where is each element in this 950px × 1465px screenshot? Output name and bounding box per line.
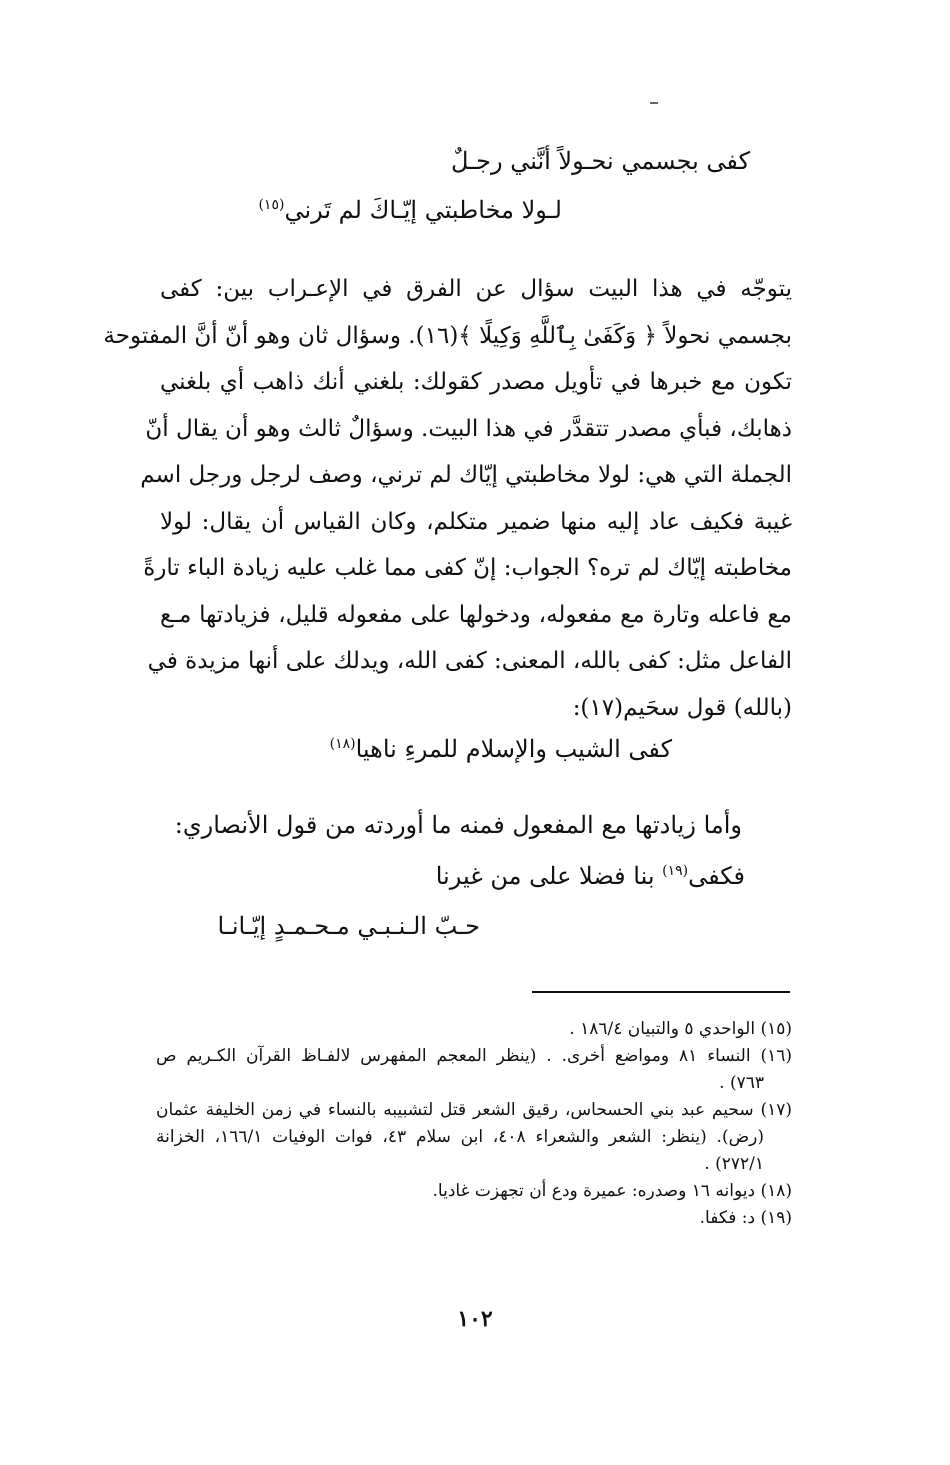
verse3-word: فكفى <box>688 862 745 890</box>
verse3-line2: حـبّ الـنـبـي مـحـمـدٍ إيّـانـا <box>217 912 480 940</box>
para-line-3: تكون مع خبرها في تأويل مصدر كقولك: بلغني أنك ذاهب أي بلغني <box>160 369 792 395</box>
verse2 <box>330 735 672 763</box>
intro-line: وأما زيادتها مع المفعول فمنه ما أوردته من قول الأنصاري: <box>174 811 742 839</box>
footnote-18 <box>156 1178 792 1205</box>
verse1-line1: كفى بجسمي نحـولاً أنَّني رجـلٌ <box>450 147 750 175</box>
page-number: ١٠٢ <box>457 1306 493 1332</box>
footnote-17 <box>156 1097 792 1178</box>
para-line-7: مخاطبته إيّاك لم تره؟ الجواب: إنّ كفى مما غلب عليه زيادة الباء تارةً <box>143 555 792 581</box>
verse1-line2-text: لـولا مخاطبتي إيّـاكَ لم تَرني <box>284 196 562 224</box>
footnote-15 <box>156 1016 792 1043</box>
para-line-2: بجسمي نحولاً ﴿ وَكَفَىٰ بِٱللَّهِ وَكِيلًا ﴾(١٦). وسؤال ثان وهو أنّ أنَّ المفتوحة <box>103 322 792 349</box>
top-mark <box>650 102 658 104</box>
footnote-17-line-2: (رض). (ينظر: الشعر والشعراء ٤٠٨، ابن سلام ٤٣، فوات الوفيات ١٦٦/١، الخزانة <box>156 1127 764 1147</box>
footnotes <box>156 1016 792 1232</box>
verse3-rest: بنا فضلا على من غيرنا <box>435 862 663 890</box>
verse2-text: كفى الشيب والإسلام للمرءِ ناهيا <box>355 735 672 763</box>
main-paragraph <box>103 266 792 731</box>
footnote-15-line-1: (١٥) الواحدي ٥ والتبيان ١٨٦/٤ . <box>569 1019 792 1039</box>
footnote-17-line-1: (١٧) سحيم عبد بني الحسحاس، رقيق الشعر قتل لتشبيبه بالنساء في زمن الخليفة عثمان <box>156 1100 792 1120</box>
verse3-line1 <box>436 862 745 890</box>
footnote-ref-18: (١٨) <box>329 736 356 752</box>
footnote-16 <box>156 1043 792 1097</box>
para-line-4: ذهابك، فبأي مصدر تتقدَّر في هذا البيت. وسؤالٌ ثالث وهو أن يقال أنّ <box>145 415 792 442</box>
para-line-6: غيبة فكيف عاد إليه منها ضمير متكلم، وكان القياس أن يقال: لولا <box>160 508 792 535</box>
footnote-18-line-1: (١٨) ديوانه ١٦ وصدره: عميرة ودع أن تجهزت غاديا. <box>432 1181 792 1201</box>
para-line-9: الفاعل مثل: كفى بالله، المعنى: كفى الله، ويدلك على أنها مزيدة في <box>147 648 792 674</box>
footnote-19 <box>156 1205 792 1232</box>
para-line-1: يتوجّه في هذا البيت سؤال عن الفرق في الإعـراب بين: كفى <box>160 276 792 302</box>
footnote-separator <box>532 991 790 993</box>
para-line-10: (بالله) قول سحَيم(١٧): <box>572 694 792 721</box>
footnote-ref-15: (١٥) <box>258 197 285 213</box>
verse1-line2 <box>258 196 562 224</box>
footnote-17-line-3: ٢٧٢/١) . <box>704 1154 764 1174</box>
para-line-8: مع فاعله وتارة مع مفعوله، ودخولها على مفعوله قليل، فزيادتها مـع <box>160 601 792 628</box>
para-line-5: الجملة التي هي: لولا مخاطبتي إيّاك لم ترني، وصف لرجل ورجل اسم <box>140 462 792 488</box>
footnote-19-line-1: (١٩) د: فكفا. <box>699 1208 792 1228</box>
footnote-ref-19: (١٩) <box>662 863 689 879</box>
footnote-16-line-1: (١٦) النساء ٨١ ومواضع أخرى. . (ينظر المعجم المفهرس لالفـاظ القرآن الكـريم ص <box>156 1046 792 1066</box>
footnote-16-line-2: ٧٦٣) . <box>719 1073 764 1093</box>
